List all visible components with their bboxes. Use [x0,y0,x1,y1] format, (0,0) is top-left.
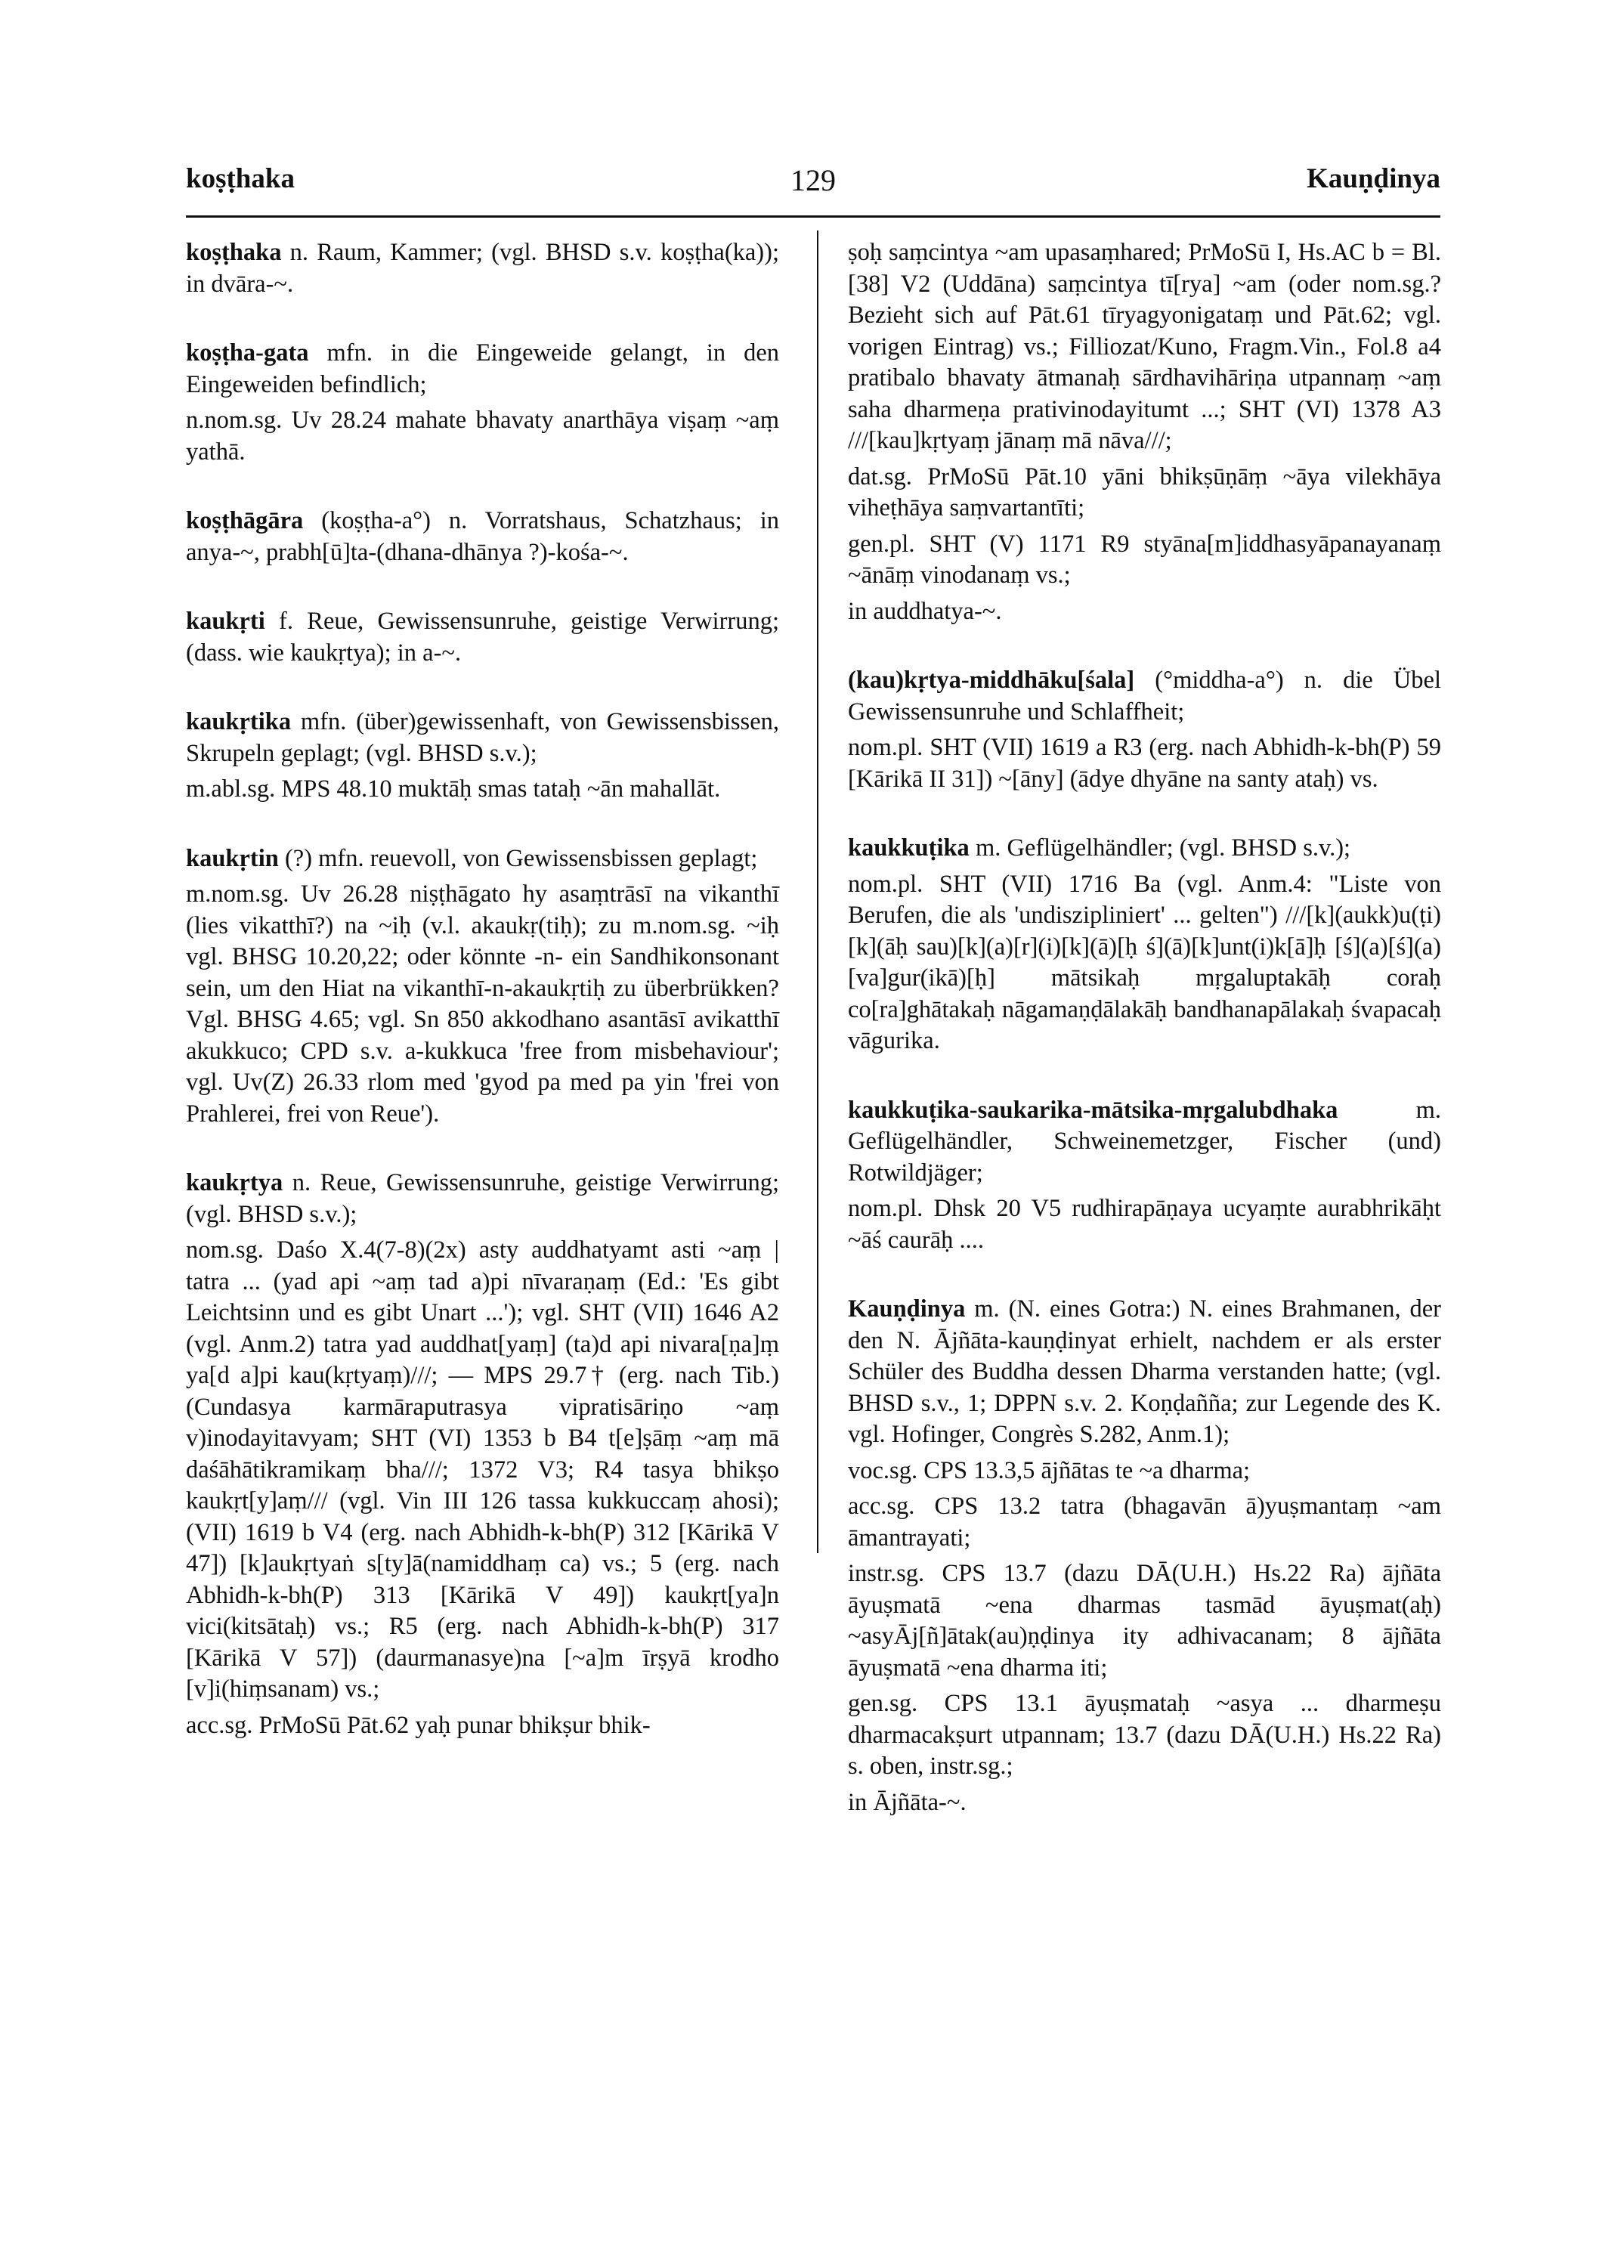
entry-citation: gen.pl. SHT (V) 1171 R9 styāna[m]iddhasyāpanayanaṃ ~ānāṃ vinodanaṃ vs.; [848,530,1441,589]
right-column [848,237,1441,1818]
entry-citation: nom.pl. SHT (VII) 1716 Ba (vgl. Anm.4: "Liste von Berufen, die als 'undiszipliniert' ... gelten") ///[k](aukk)u(ṭi)[k](āḥ sau)[k](a)[r](i)[k](ā)[ḥ ś](ā)[k]unt(i)k[ā]ḥ [ś](a)[ś](a)[va]gur(ikā)[ḥ] mātsikaḥ mṛgaluptakāḥ coraḥ co[ra]ghātakaḥ nāgamaṇḍālakāḥ bandhanapālakaḥ śvapacaḥ vāgurika. [848,870,1441,1054]
entry-continuation: ṣoḥ saṃcintya ~am upasaṃhared; PrMoSū I, Hs.AC b = Bl.[38] V2 (Uddāna) saṃcintya tī[rya] ~am (oder nom.sg.? Bezieht sich auf Pāt.61 tīryagyonigataṃ und Pāt.62; vgl. vorigen Eintrag) vs.; Filliozat/Kuno, Fragm.Vin., Fol.8 a4 pratibalo bhavaty ātmanaḥ sārdhavihāriṇa utpannaṃ ~aṃ saha dharmeṇa prativinodayitumt ...; SHT (VI) 1378 A3 ///[kau]kṛtyaṃ jānaṃ mā nāva///; [848,239,1441,454]
headword: kaukṛtya [186,1169,283,1196]
running-header [186,162,1440,208]
entry-definition: koṣṭha-gata mfn. in die Eingeweide gelangt, in den Eingeweiden befindlich; [186,339,779,398]
column-divider [817,231,818,1553]
headword: kaukṛtin [186,844,279,872]
entry-citation: m.abl.sg. MPS 48.10 muktāḥ smas tataḥ ~ān mahallāt. [186,775,721,803]
entry-kostha-gata [186,338,779,468]
entry-kaundinya [848,1294,1441,1818]
headword: kaukṛtika [186,708,292,735]
entry-citation: nom.pl. Dhsk 20 V5 rudhirapāṇaya ucyaṃte aurabhrikāḥt ~āś caurāḥ .... [848,1195,1441,1254]
entry-citation: acc.sg. CPS 13.2 tatra (bhagavān ā)yuṣmantaṃ ~am āmantrayati; [848,1493,1441,1552]
headword: koṣṭhāgāra [186,507,304,534]
entry-definition: (kau)kṛtya-middhāku[śala] (°middha-a°) n. die Übel Gewissensunruhe und Schlaffheit; [848,667,1441,726]
entry-citation: dat.sg. PrMoSū Pāt.10 yāni bhikṣūṇāṃ ~āya vilekhāya viheṭhāya saṃvartantīti; [848,463,1441,521]
entry-kaukkutika [848,833,1441,1057]
headword: kaukkuṭika [848,834,970,862]
headword: Kauṇḍinya [848,1295,966,1323]
entry-citation: voc.sg. CPS 13.3,5 ājñātas te ~a dharma; [848,1456,1251,1484]
entry-kaukkutika-compound [848,1095,1441,1257]
entry-kaukrtin [186,843,779,1131]
left-column [186,237,779,1741]
entry-crossref: in Ājñāta-~. [848,1788,967,1816]
entry-citation: nom.pl. SHT (VII) 1619 a R3 (erg. nach Abhidh-k-bh(P) 59 [Kārikā II 31]) ~[āny] (ādye dhyāne na santy ataḥ) vs. [848,734,1441,793]
entry-definition: Kauṇḍinya m. (N. eines Gotra:) N. eines Brahmanen, der den N. Ājñāta-kauṇḍinyat erhielt, nachdem er als erster Schüler des Buddha dessen Dharma verstanden hatte; (vgl. BHSD s.v., 1; DPPN s.v. 2. Koṇḍañña; zur Legende des K. vgl. Hofinger, Congrès S.282, Anm.1); [848,1295,1441,1448]
entry-definition: kaukṛti f. Reue, Gewissensunruhe, geistige Verwirrung; (dass. wie kaukṛtya); in a-~. [186,608,779,667]
entry-kosthagara [186,506,779,568]
entry-kaukrtya-continued [848,237,1441,627]
headword: koṣṭhaka [186,239,282,266]
entry-definition: koṣṭhāgāra (koṣṭha-a°) n. Vorratshaus, Schatzhaus; in anya-~, prabh[ū]ta-(dhana-dhānya ?)-kośa-~. [186,507,779,566]
headword: (kau)kṛtya-middhāku[śala] [848,667,1135,694]
entry-citation: nom.sg. Daśo X.4(7-8)(2x) asty auddhatyamt asti ~aṃ | tatra ... (yad api ~aṃ tad a)pi nīvaraṇaṃ (Ed.: 'Es gibt Leichtsinn und es gibt Unart ...'); vgl. SHT (VII) 1646 A2 (vgl. Anm.2) tatra yad auddhat[yaṃ] (ta)d api nivara[ṇa]ṃ ya[d a]pi kau(kṛtyaṃ)///; — MPS 29.7† (erg. nach Tib.) (Cundasya karmāraputrasya vipratisāriṇo ~aṃ v)inodayitavyam; SHT (VI) 1353 b B4 t[e]ṣāṃ ~aṃ mā daśāhātikramikaṃ bha///; 1372 V3; R4 tasya bhikṣo kaukṛt[y]aṃ/// (vgl. Vin III 126 tassa kukkuccaṃ ahosi); (VII) 1619 b V4 (erg. nach Abhidh-k-bh(P) 312 [Kārikā V 47]) [k]aukṛtyaṅ s[ty]ā(namiddhaṃ ca) vs.; 5 (erg. nach Abhidh-k-bh(P) 313 [Kārikā V 49]) kaukṛt[ya]n vici(kitsātaḥ) vs.; R5 (erg. nach Abhidh-k-bh(P) 317 [Kārikā V 57]) (daurmanasye)na [~a]m īrṣyā krodho [v]i(hiṃsanam) vs.; [186,1236,779,1703]
header-right-word: Kauṇḍinya [1307,163,1440,194]
header-rule [186,215,1440,218]
headword: kaukṛti [186,608,265,635]
headword: kaukkuṭika-saukarika-mātsika-mṛgalubdhaka [848,1096,1338,1124]
entry-citation: instr.sg. CPS 13.7 (dazu DĀ(U.H.) Hs.22 Ra) ājñāta āyuṣmatā ~ena dharmas tasmād āyuṣmat(aḥ) ~asyĀj[ñ]ātak(au)ṇḍinya ity adhivacanam; 8 ājñāta āyuṣmatā ~ena dharma iti; [848,1560,1441,1682]
entry-citation: m.nom.sg. Uv 26.28 niṣṭhāgato hy asaṃtrāsī na vikanthī (lies vikatthī?) na ~iḥ (v.l. akaukṛ(tiḥ); zu m.nom.sg. ~iḥ vgl. BHSG 10.20,22; oder könnte -n- ein Sandhikonsonant sein, um den Hiat na vikanthī-n-akaukṛtiḥ zu überbrükken? Vgl. BHSG 4.65; vgl. Sn 850 akkodhano asantāsī avikatthī akukkuco; CPD s.v. a-kukkuca 'free from misbehaviour'; vgl. Uv(Z) 26.33 rlom med 'gyod pa med pa yin 'frei von Prahlerei, frei von Reue'). [186,880,779,1128]
entry-kaukrtya-middhakusala [848,665,1441,795]
headword: koṣṭha-gata [186,339,309,367]
entry-definition: kaukṛtika mfn. (über)gewissenhaft, von Gewissensbissen, Skrupeln geplagt; (vgl. BHSD s.v.); [186,708,779,767]
entry-definition: kaukṛtin (?) mfn. reuevoll, von Gewissensbissen geplagt; [186,844,758,872]
entry-definition: kaukṛtya n. Reue, Gewissensunruhe, geistige Verwirrung; (vgl. BHSD s.v.); [186,1169,779,1228]
header-left-word: koṣṭhaka [186,163,295,194]
entry-citation: n.nom.sg. Uv 28.24 mahate bhavaty anarthāya viṣaṃ ~aṃ yathā. [186,407,779,466]
entry-definition: kaukkuṭika-saukarika-mātsika-mṛgalubdhaka m. Geflügelhändler, Schweinemetzger, Fischer (und) Rotwildjäger; [848,1096,1441,1187]
entry-definition: koṣṭhaka n. Raum, Kammer; (vgl. BHSD s.v. koṣṭha(ka)); in dvāra-~. [186,239,779,298]
entry-crossref: in auddhatya-~. [848,597,1002,625]
entry-citation: acc.sg. PrMoSū Pāt.62 yaḥ punar bhikṣur bhik- [186,1711,651,1739]
entry-definition: kaukkuṭika m. Geflügelhändler; (vgl. BHSD s.v.); [848,834,1351,862]
entry-kaukrti [186,606,779,669]
page-number: 129 [790,163,836,197]
entry-citation: gen.sg. CPS 13.1 āyuṣmataḥ ~asya ... dharmeṣu dharmacakṣurt utpannam; 13.7 (dazu DĀ(U.H.) Hs.22 Ra) s. oben, instr.sg.; [848,1690,1441,1780]
entry-kosthaka [186,237,779,300]
entry-kaukrtika [186,707,779,806]
entry-kaukrtya [186,1168,779,1741]
